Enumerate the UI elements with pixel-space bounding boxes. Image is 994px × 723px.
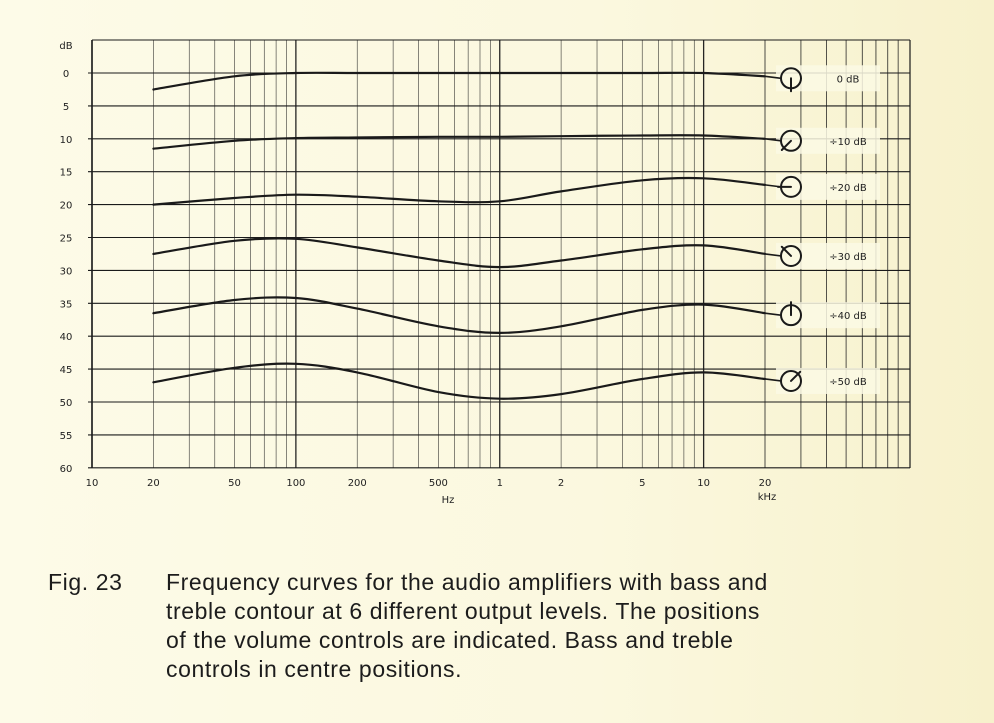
series-line-2: [153, 135, 765, 148]
y-tick-label: 25: [59, 233, 73, 245]
y-axis-label: dB: [59, 41, 73, 52]
series-line-3: [153, 178, 765, 205]
y-tick-label: 0: [62, 69, 70, 80]
x-tick-label: 50: [228, 478, 241, 489]
series-line-4: [153, 238, 765, 267]
y-tick-label: 45: [59, 365, 73, 377]
x-tick-label: 1: [496, 478, 503, 489]
y-tick-label: 50: [59, 398, 73, 409]
series-line-5: [153, 297, 765, 333]
series-level-label: ÷10 dB: [829, 136, 867, 148]
y-tick-label: 10: [59, 134, 73, 146]
y-tick-label: 5: [62, 101, 70, 113]
caption-text: [166, 568, 966, 684]
y-tick-label: 60: [59, 463, 73, 475]
x-axis-label-hz: Hz: [441, 495, 455, 506]
knob-layer: [765, 65, 880, 394]
series-level-label: ÷20 dB: [829, 182, 867, 194]
x-tick-label: 100: [286, 478, 306, 489]
y-tick-label: 40: [59, 332, 73, 344]
figure-number: Fig. 23: [48, 569, 123, 595]
x-axis-label-khz: kHz: [757, 492, 777, 503]
x-tick-label: 200: [347, 478, 367, 489]
x-tick-label: 500: [428, 478, 448, 489]
caption-line-2: treble contour at 6 different output levels. The positions: [166, 598, 760, 624]
x-tick-label: 10: [85, 478, 99, 489]
y-tick-label: 15: [59, 167, 73, 179]
series-level-label: ÷50 dB: [829, 376, 867, 388]
series-level-label: 0 dB: [836, 74, 860, 86]
y-tick-label: 30: [59, 266, 73, 278]
curve-layer: [153, 73, 765, 399]
series-level-label: ÷30 dB: [829, 251, 867, 263]
series-level-label: ÷40 dB: [829, 311, 867, 323]
x-tick-label: 10: [697, 478, 710, 489]
x-tick-label: 5: [639, 478, 646, 489]
caption-line-1: Frequency curves for the audio amplifiers with bass and: [166, 569, 768, 595]
caption-line-3: of the volume controls are indicated. Bass and treble: [166, 627, 734, 653]
axis-layer: [59, 40, 776, 506]
y-tick-label: 55: [59, 430, 73, 442]
caption-line-4: controls in centre positions.: [166, 656, 463, 682]
x-tick-label: 20: [758, 478, 772, 489]
x-tick-label: 2: [557, 478, 565, 489]
series-line-1: [153, 73, 765, 90]
x-tick-label: 20: [147, 478, 160, 489]
y-tick-label: 35: [59, 299, 73, 311]
y-tick-label: 20: [59, 200, 73, 212]
